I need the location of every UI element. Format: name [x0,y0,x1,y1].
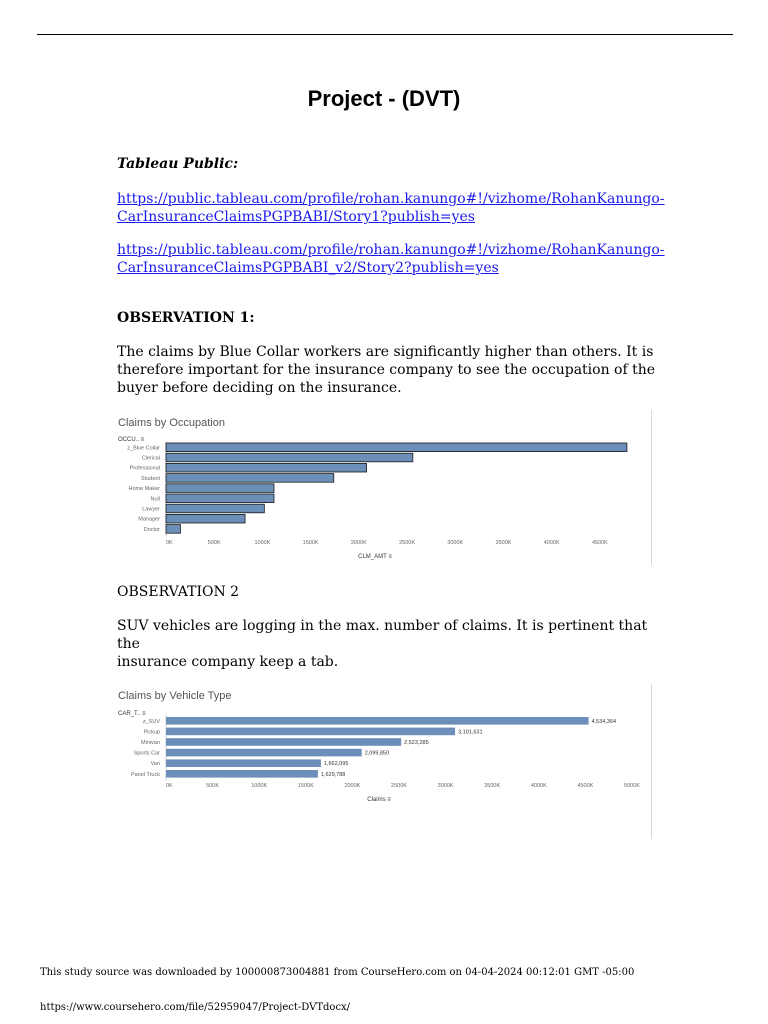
data-label: 1,662,095 [323,761,349,768]
x-tick-label: 3000K [447,540,464,546]
data-label: 2,099,850 [364,750,390,757]
x-tick-label: 0K [166,783,173,789]
category-header: OCCU.. ≡ [118,437,145,443]
category-label: z_SUV [142,718,160,725]
x-tick-label: 500K [206,783,220,789]
observation-2-heading: OBSERVATION 2 [117,584,240,600]
category-label: Minivan [141,740,160,746]
category-label: Sports Car [133,750,160,757]
bar [166,504,264,513]
category-label: Student [141,475,160,482]
chart-title: Claims by Occupation [118,417,225,429]
data-label: 3,101,631 [458,729,483,736]
x-tick-label: 500K [207,540,221,546]
category-label: z_Blue Collar [127,445,160,452]
obs2-line-1: SUV vehicles are logging in the max. number of claims. It is pertinent that the [117,618,648,652]
category-label: Home Maker [128,486,160,493]
category-label: Lawyer [142,506,160,513]
bar [166,443,627,452]
footer-url[interactable]: https://www.coursehero.com/file/52959047/Project-DVTdocx/ [40,1002,351,1013]
bar [166,463,367,472]
chart-claims-by-occupation [113,408,653,566]
bar [166,759,321,767]
chart-divider [651,684,652,839]
data-label: 1,629,788 [320,771,346,778]
category-label: Manager [138,516,160,523]
x-tick-label: 1000K [251,783,268,789]
bar [166,514,245,523]
obs1-line-1: The claims by Blue Collar workers are significantly higher than others. It is [117,344,654,360]
x-tick-label: 1000K [254,540,271,546]
bar [166,717,589,725]
category-label: Pickup [143,729,160,736]
x-tick-label: 2000K [350,540,367,546]
link-2-line-2[interactable]: CarInsuranceClaimsPGPBABI_v2/Story2?publish=yes [117,260,499,276]
x-axis-label: CLM_AMT ≡ [358,554,392,560]
data-label: 4,534,364 [591,718,617,725]
x-tick-label: 5000K [624,783,640,789]
bar [166,525,180,534]
x-tick-label: 0K [166,540,173,546]
bar [166,770,318,778]
x-tick-label: 1500K [302,540,319,546]
chart-claims-by-vehicle-type [113,682,653,806]
chart-divider [651,410,652,565]
x-tick-label: 2000K [344,783,361,789]
bar [166,494,274,503]
bar [166,484,274,493]
category-label: Van [150,761,160,768]
link-1[interactable] [117,190,665,226]
top-rule [37,34,733,35]
category-label: Doctor [143,526,160,533]
category-label: Clerical [141,455,160,462]
bar [166,453,413,462]
observation-2-text [117,617,657,671]
x-tick-label: 3500K [495,540,512,546]
category-header: CAR_T.. ≡ [118,711,146,717]
x-tick-label: 4500K [591,540,608,546]
bar [166,728,455,736]
observation-1-text [117,343,657,397]
footer-source-note: This study source was downloaded by 100000873004881 from CourseHero.com on 04-04-2024 00:12:01 GMT -05:00 [40,967,635,978]
bar [166,749,362,757]
obs1-line-3: buyer before deciding on the insurance. [117,380,402,396]
category-label: Professional [129,465,160,472]
x-tick-label: 3000K [437,783,454,789]
x-tick-label: 3500K [484,783,501,789]
obs1-line-2: therefore important for the insurance company to see the occupation of the [117,362,656,378]
link-1-line-1[interactable]: https://public.tableau.com/profile/rohan.kanungo#!/vizhome/RohanKanungo- [117,191,665,207]
x-tick-label: 4000K [530,783,547,789]
x-tick-label: 2500K [399,540,416,546]
category-label: Panel Truck [130,771,160,778]
bar [166,474,334,483]
page-title: Project - (DVT) [307,86,461,111]
tableau-label: Tableau Public: [117,156,239,172]
x-tick-label: 2500K [391,783,407,789]
chart-title: Claims by Vehicle Type [118,690,232,702]
obs2-line-2: insurance company keep a tab. [117,654,339,670]
x-tick-label: 1500K [297,783,314,789]
data-label: 2,523,285 [404,740,429,746]
x-tick-label: 4000K [543,540,560,546]
x-tick-label: 4500K [577,783,594,789]
bar [166,738,401,746]
category-label: Null [150,496,160,503]
link-1-line-2[interactable]: CarInsuranceClaimsPGPBABI/Story1?publish=yes [117,209,475,225]
link-2-line-1[interactable]: https://public.tableau.com/profile/rohan.kanungo#!/vizhome/RohanKanungo- [117,242,665,258]
x-axis-label: Claims ≡ [367,797,391,803]
link-2[interactable] [117,241,665,277]
observation-1-heading: OBSERVATION 1: [117,310,255,326]
